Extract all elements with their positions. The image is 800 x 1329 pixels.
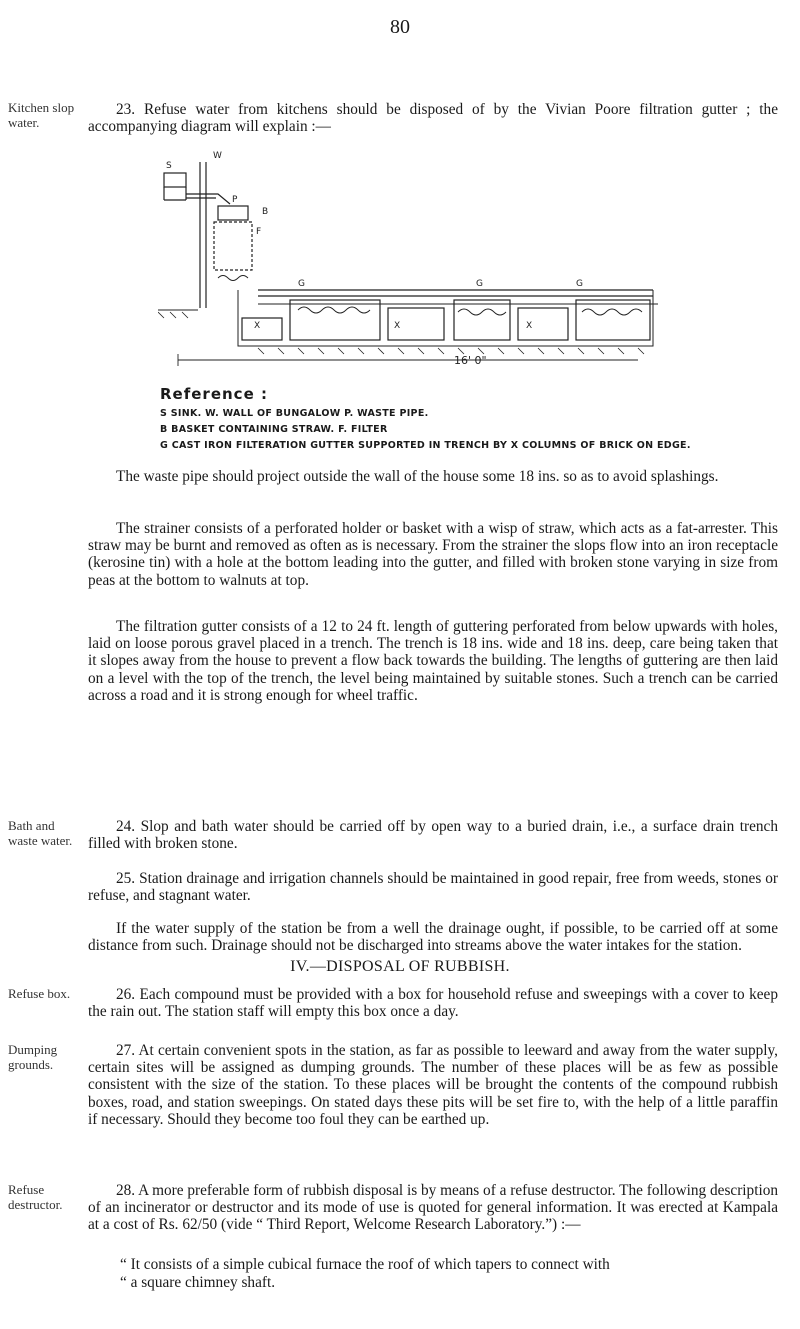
- label-x-2: X: [394, 321, 401, 331]
- paragraph-23: 23. Refuse water from kitchens should be disposed of by the Vivian Poore filtration gutter ; the accompanying diagram will explain :—: [88, 101, 778, 136]
- paragraph-28: 28. A more preferable form of rubbish disposal is by means of a refuse destructor. The following description of an incinerator or destructor and its mode of use is quoted for general information. It was erected at Kampala at a cost of Rs. 62/50 (vide “ Third Report, Welcome Research Laboratory.”) :—: [88, 1182, 779, 1234]
- margin-note-refuse-box: Refuse box.: [8, 986, 71, 1001]
- label-x-3: X: [526, 321, 533, 331]
- filtration-gutter-diagram: [158, 148, 660, 380]
- paragraph-water-supply: If the water supply of the station be from a well the drainage ought, if possible, to be carried off at some distance from such. Drainage should not be discharged into streams above the water intakes for the station.: [88, 920, 778, 955]
- page-number: 80: [390, 16, 410, 38]
- section-heading-disposal-of-rubbish: IV.—DISPOSAL OF RUBBISH.: [290, 958, 510, 975]
- paragraph-25: 25. Station drainage and irrigation channels should be maintained in good repair, free from weeds, stones or refuse, and stagnant water.: [88, 870, 778, 905]
- reference-line-3: G CAST IRON FILTERATION GUTTER SUPPORTED IN TRENCH BY X COLUMNS OF BRICK ON EDGE.: [160, 440, 691, 451]
- margin-note-dumping: Dumping grounds.: [8, 1042, 58, 1072]
- quote-line-2: “ a square chimney shaft.: [120, 1274, 276, 1291]
- label-s: S: [166, 161, 172, 171]
- paragraph-filtration: The filtration gutter consists of a 12 to 24 ft. length of guttering perforated from below upwards with holes, laid on loose porous gravel placed in a trench. The trench is 18 ins. wide and 18 ins. deep, care being taken that it slopes away from the house to prevent a flow back towards the building. The lengths of guttering are then laid on a level with the top of the trench, the level being maintained by suitable stones. Such a trench can be carried across a road and it is strong enough for wheel traffic.: [88, 618, 778, 704]
- label-x-1: X: [254, 321, 261, 331]
- reference-title: Reference :: [160, 385, 268, 403]
- paragraph-strainer: The strainer consists of a perforated holder or basket with a wisp of straw, which acts as a fat-arrester. This straw may be burnt and removed as often as is necessary. From the strainer the slops flow into an iron receptacle (kerosine tin) with a hole at the bottom leading into the gutter, and filled with broken stone varying in size from peas at the bottom to walnuts at top.: [88, 520, 778, 589]
- paragraph-24: 24. Slop and bath water should be carried off by open way to a buried drain, i.e., a surface drain trench filled with broken stone.: [88, 818, 778, 853]
- label-g-1: G: [298, 279, 305, 289]
- paragraph-27: 27. At certain convenient spots in the station, as far as possible to leeward and away from the water supply, certain sites will be assigned as dumping grounds. The number of these places will be as few as possible consistent with the size of the station. To these places will be brought the contents of the compound rubbish boxes, road, and station sweepings. On stated days these pits will be set fire to, with the help of a little paraffin if necessary. Should they become too foul they can be earthed up.: [88, 1042, 778, 1128]
- label-w: W: [213, 151, 222, 161]
- dimension-label: 16' 0": [454, 354, 487, 367]
- reference-line-1: S SINK. W. WALL OF BUNGALOW P. WASTE PIPE.: [160, 408, 429, 419]
- paragraph-waste-pipe: The waste pipe should project outside the wall of the house some 18 ins. so as to avoid splashings.: [116, 468, 719, 485]
- label-g-3: G: [576, 279, 583, 289]
- label-f: F: [256, 227, 262, 237]
- label-b: B: [262, 207, 269, 217]
- margin-note-kitchen: Kitchen slop water.: [8, 100, 75, 130]
- margin-note-destructor: Refuse destructor.: [8, 1182, 63, 1212]
- label-g-2: G: [476, 279, 483, 289]
- margin-note-bath: Bath and waste water.: [8, 818, 73, 848]
- quote-line-1: “ It consists of a simple cubical furnace the roof of which tapers to connect with: [120, 1256, 610, 1273]
- reference-line-2: B BASKET CONTAINING STRAW. F. FILTER: [160, 424, 388, 435]
- label-p: P: [232, 195, 238, 205]
- paragraph-26: 26. Each compound must be provided with a box for household refuse and sweepings with a cover to keep the rain out. The station staff will empty this box once a day.: [88, 986, 778, 1021]
